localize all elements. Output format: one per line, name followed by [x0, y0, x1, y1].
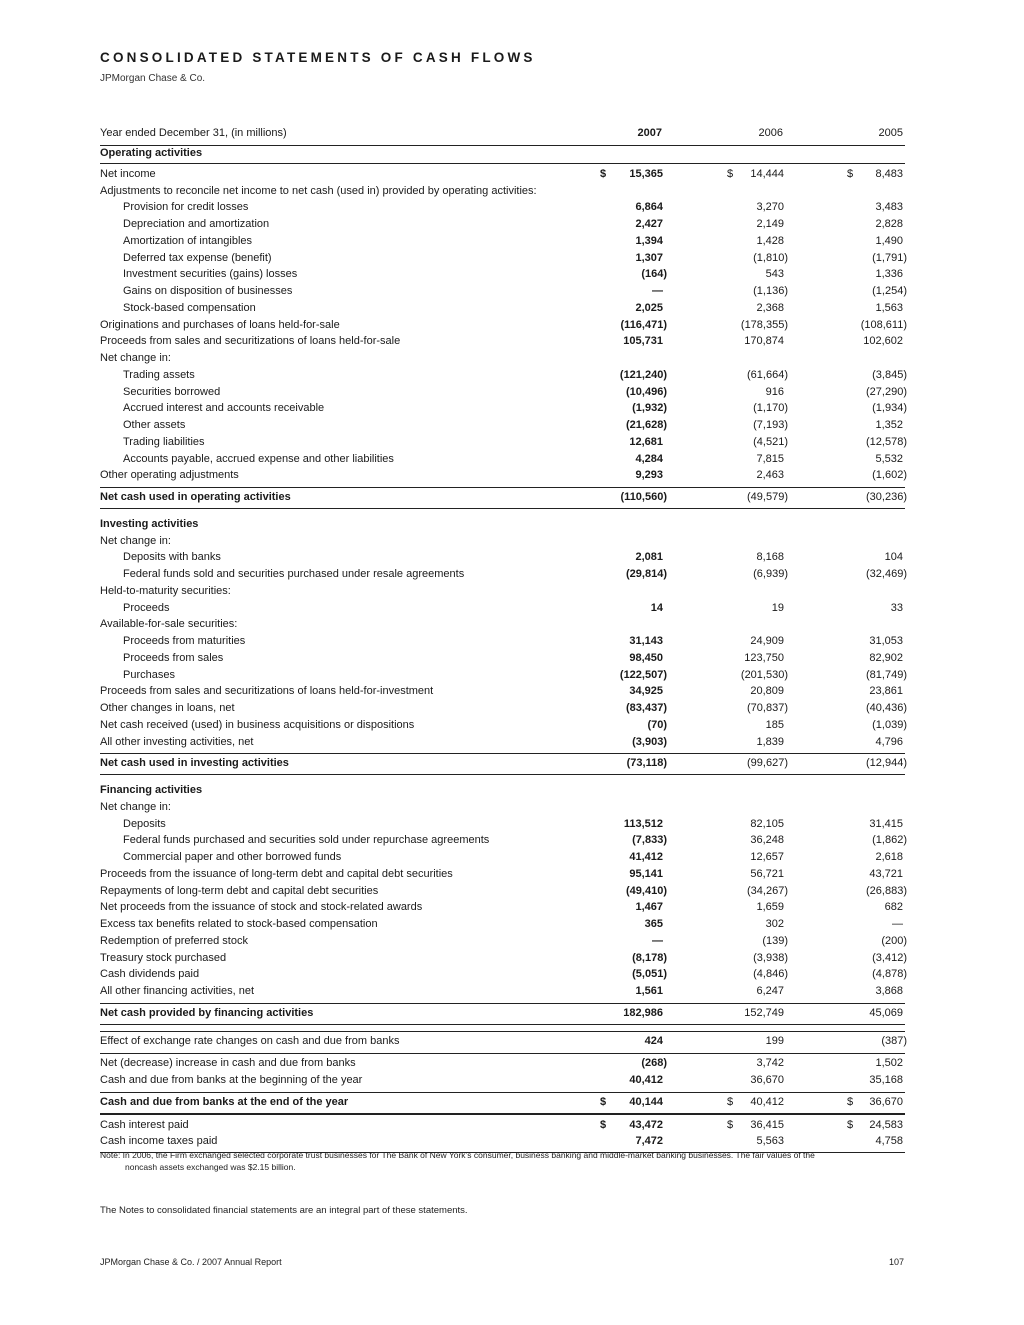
value-2007: (10,496) — [626, 385, 667, 398]
value-2006: 36,248 — [750, 834, 784, 847]
footer-report-name: JPMorgan Chase & Co. / 2007 Annual Report — [100, 1257, 282, 1267]
value-2006: 82,105 — [750, 817, 784, 830]
row-label: Deposits with banks — [123, 551, 221, 564]
value-2006: (61,664) — [747, 368, 788, 381]
table-row — [100, 650, 905, 667]
value-2007: 40,144 — [629, 1095, 663, 1108]
value-2005: 36,670 — [869, 1095, 903, 1108]
row-label: Deferred tax expense (benefit) — [123, 251, 272, 264]
value-2006: 19 — [771, 601, 784, 614]
value-2006: 6,247 — [756, 985, 784, 997]
value-2005: (1,039) — [872, 718, 907, 731]
footnote-line-1: Note: In 2006, the Firm exchanged selected corporate trust businesses for The Bank of New York’s consumer, business banking and middle-market banking businesses. The fair values of the — [100, 1150, 815, 1160]
table-row — [100, 300, 905, 317]
value-2007: (110,560) — [620, 491, 667, 503]
table-row — [100, 467, 905, 484]
value-2005: 31,415 — [869, 817, 903, 830]
footnote-line-2: noncash assets exchanged was $2.15 billion. — [125, 1162, 296, 1172]
row-label: Commercial paper and other borrowed funds — [123, 851, 342, 863]
value-2007: — — [652, 934, 663, 947]
value-2007: 40,412 — [629, 1074, 663, 1086]
table-row — [100, 1033, 905, 1050]
row-label: Federal funds purchased and securities sold under repurchase agreements — [123, 834, 490, 847]
row-label: Cash income taxes paid — [100, 1135, 218, 1148]
value-2005: (1,862) — [872, 834, 907, 847]
value-2005: 2,618 — [875, 851, 903, 863]
footnote — [100, 1149, 905, 1173]
row-label: All other investing activities, net — [100, 735, 254, 748]
table-row — [100, 883, 905, 900]
value-2006: 2,368 — [756, 301, 784, 314]
value-2005: (200) — [881, 934, 907, 947]
rule-line — [100, 1092, 905, 1093]
value-2006: 24,909 — [750, 635, 784, 647]
row-label: Cash interest paid — [100, 1118, 189, 1131]
row-label: Accounts payable, accrued expense and other liabilities — [123, 452, 394, 465]
table-row — [100, 734, 905, 751]
row-label: Redemption of preferred stock — [100, 934, 248, 947]
row-label: Net change in: — [100, 534, 171, 547]
table-row — [100, 866, 905, 883]
value-2005: 682 — [884, 901, 903, 914]
table-row — [100, 166, 905, 183]
table-row — [100, 216, 905, 233]
value-2007: 34,925 — [629, 685, 663, 698]
value-2006: (4,521) — [753, 435, 788, 448]
value-2005: — — [892, 918, 903, 930]
row-label: Operating activities — [100, 147, 203, 159]
value-2007: (49,410) — [626, 884, 667, 897]
table-row — [100, 266, 905, 283]
value-2007: 12,681 — [629, 435, 663, 448]
value-2007: 1,561 — [635, 985, 663, 997]
table-header — [100, 125, 905, 143]
row-label: Net cash received (used) in business acquisitions or dispositions — [100, 718, 415, 731]
value-2007: (8,178) — [632, 951, 667, 964]
value-2007: 424 — [644, 1034, 663, 1047]
value-2006: 20,809 — [750, 685, 784, 698]
table-row — [100, 683, 905, 700]
value-2005: 104 — [884, 551, 903, 564]
value-2007: (7,833) — [632, 834, 667, 847]
year-2007-header: 2007 — [637, 127, 662, 139]
value-2007: 15,365 — [629, 167, 663, 180]
row-label: Net (decrease) increase in cash and due from banks — [100, 1057, 356, 1070]
value-2005: (3,845) — [872, 368, 907, 381]
table-row — [100, 199, 905, 216]
table-row — [100, 533, 905, 550]
value-2007: 14 — [650, 601, 663, 614]
row-label: Gains on disposition of businesses — [123, 285, 293, 297]
value-2007: 9,293 — [635, 469, 663, 482]
table-row — [100, 832, 905, 849]
value-2006: 1,839 — [756, 735, 784, 748]
row-label: All other financing activities, net — [100, 985, 255, 997]
value-2006: (1,810) — [753, 251, 788, 264]
year-2005-header: 2005 — [878, 127, 903, 139]
value-2005: 24,583 — [869, 1118, 903, 1131]
rule-line — [100, 1024, 905, 1025]
value-2005: 1,352 — [875, 419, 903, 431]
row-label: Other operating adjustments — [100, 469, 239, 482]
dollar-sign: $ — [727, 1118, 734, 1131]
value-2007: (268) — [641, 1057, 667, 1070]
row-label: Provision for credit losses — [123, 201, 249, 214]
value-2006: 5,563 — [756, 1135, 784, 1148]
value-2006: (1,170) — [753, 402, 788, 415]
value-2007: 2,427 — [635, 218, 663, 230]
table-row — [100, 600, 905, 617]
value-2006: (6,939) — [753, 568, 788, 580]
value-2005: 4,758 — [875, 1135, 903, 1148]
value-2005: (1,791) — [872, 251, 907, 264]
dollar-sign: $ — [727, 1095, 734, 1108]
value-2005: (27,290) — [866, 385, 907, 398]
value-2007: (29,814) — [626, 568, 667, 580]
dollar-sign: $ — [600, 1095, 607, 1108]
value-2005: (1,254) — [872, 285, 907, 297]
value-2005: (108,611) — [860, 318, 907, 331]
section-heading — [100, 145, 905, 162]
value-2005: (12,944) — [866, 757, 907, 770]
value-2007: (5,051) — [632, 968, 667, 981]
value-2005: 3,483 — [875, 201, 903, 214]
dollar-sign: $ — [600, 1118, 607, 1131]
row-label: Accrued interest and accounts receivable — [123, 402, 325, 415]
value-2006: (99,627) — [747, 757, 788, 770]
value-2007: 105,731 — [623, 335, 663, 348]
total-row — [100, 489, 905, 506]
dollar-sign: $ — [600, 167, 607, 180]
table-row — [100, 566, 905, 583]
row-label: Purchases — [123, 668, 175, 681]
value-2006: (7,193) — [753, 419, 788, 431]
row-label: Deposits — [123, 817, 166, 830]
value-2006: 7,815 — [756, 452, 784, 465]
value-2007: 113,512 — [623, 817, 663, 830]
row-label: Other assets — [123, 419, 186, 431]
value-2007: 6,864 — [635, 201, 663, 214]
value-2007: (73,118) — [626, 757, 667, 770]
value-2006: (178,355) — [740, 318, 788, 331]
value-2005: 31,053 — [869, 635, 903, 647]
value-2005: (26,883) — [866, 884, 907, 897]
value-2005: (81,749) — [866, 668, 907, 681]
value-2006: 199 — [765, 1034, 784, 1047]
value-2006: 170,874 — [744, 335, 784, 348]
value-2006: (139) — [762, 934, 788, 947]
value-2005: 82,902 — [869, 651, 903, 664]
table-row — [100, 583, 905, 600]
value-2005: 43,721 — [869, 867, 903, 880]
value-2005: 1,502 — [875, 1057, 903, 1070]
value-2005: (12,578) — [866, 435, 907, 448]
table-row — [100, 333, 905, 350]
value-2006: 543 — [765, 268, 784, 281]
table-row — [100, 367, 905, 384]
dollar-sign: $ — [847, 1118, 854, 1131]
dollar-sign: $ — [727, 167, 734, 180]
row-label: Originations and purchases of loans held-for-sale — [100, 318, 340, 331]
value-2007: (83,437) — [626, 702, 667, 714]
value-2007: (164) — [641, 268, 667, 281]
value-2005: 1,563 — [875, 301, 903, 314]
row-label: Trading liabilities — [123, 435, 205, 448]
value-2006: (34,267) — [747, 884, 788, 897]
value-2006: 916 — [765, 385, 784, 398]
table-row — [100, 384, 905, 401]
value-2005: 33 — [890, 601, 903, 614]
value-2007: 43,472 — [629, 1118, 663, 1131]
table-row — [100, 983, 905, 1000]
value-2007: (121,240) — [619, 368, 667, 381]
row-label: Effect of exchange rate changes on cash and due from banks — [100, 1034, 400, 1047]
table-row — [100, 899, 905, 916]
value-2005: 35,168 — [869, 1074, 903, 1086]
table-row — [100, 1072, 905, 1089]
table-row — [100, 549, 905, 566]
rule-line — [100, 487, 905, 488]
value-2007: (116,471) — [620, 318, 667, 331]
table-row — [100, 633, 905, 650]
row-label: Proceeds — [123, 601, 170, 614]
table-row — [100, 350, 905, 367]
table-caption: Year ended December 31, (in millions) — [100, 127, 287, 139]
row-label: Proceeds from sales and securitizations of loans held-for-sale — [100, 335, 401, 348]
value-2007: 365 — [644, 918, 663, 930]
page-title: CONSOLIDATED STATEMENTS OF CASH FLOWS — [100, 50, 536, 65]
row-label: Excess tax benefits related to stock-based compensation — [100, 918, 378, 930]
year-2006-header: 2006 — [758, 127, 783, 139]
row-label: Investing activities — [100, 517, 199, 530]
section-heading — [100, 516, 905, 533]
value-2007: (1,932) — [632, 402, 667, 415]
row-label: Cash and due from banks at the beginning of the year — [100, 1074, 363, 1086]
table-row — [100, 799, 905, 816]
row-label: Net cash used in investing activities — [100, 757, 289, 770]
row-label: Net proceeds from the issuance of stock and stock-related awards — [100, 901, 423, 914]
row-label: Depreciation and amortization — [123, 218, 270, 230]
value-2006: (201,530) — [740, 668, 788, 681]
rule-line — [100, 1031, 905, 1032]
company-name: JPMorgan Chase & Co. — [100, 73, 206, 84]
value-2007: 4,284 — [635, 452, 663, 465]
value-2006: 36,415 — [750, 1118, 784, 1131]
value-2007: (21,628) — [626, 419, 667, 431]
value-2006: (70,837) — [747, 702, 788, 714]
value-2007: 31,143 — [629, 635, 663, 647]
value-2007: 2,081 — [635, 551, 663, 564]
value-2006: 36,670 — [750, 1074, 784, 1086]
table-row — [100, 317, 905, 334]
table-row — [100, 849, 905, 866]
row-label: Treasury stock purchased — [100, 951, 227, 964]
table-row — [100, 950, 905, 967]
row-label: Cash and due from banks at the end of the year — [100, 1095, 349, 1108]
section-heading — [100, 782, 905, 799]
rule-line — [100, 1113, 905, 1115]
value-2005: 5,532 — [875, 452, 903, 465]
value-2007: (122,507) — [619, 668, 667, 681]
table-row — [100, 933, 905, 950]
table-row — [100, 451, 905, 468]
value-2005: (387) — [881, 1034, 907, 1047]
table-row — [100, 700, 905, 717]
row-label: Financing activities — [100, 784, 203, 796]
value-2007: 2,025 — [635, 301, 663, 314]
table-row — [100, 717, 905, 734]
rule-line — [100, 1003, 905, 1004]
row-label: Federal funds sold and securities purchased under resale agreements — [123, 568, 465, 580]
rule-line — [100, 753, 905, 754]
value-2006: 2,149 — [756, 218, 784, 230]
row-label: Repayments of long-term debt and capital debt securities — [100, 884, 379, 897]
integral-statement: The Notes to consolidated financial statements are an integral part of these statements. — [100, 1205, 468, 1216]
dollar-sign: $ — [847, 167, 854, 180]
value-2006: 12,657 — [750, 851, 784, 863]
table-row — [100, 816, 905, 833]
table-row — [100, 233, 905, 250]
value-2006: 302 — [765, 918, 784, 930]
value-2006: (4,846) — [753, 968, 788, 981]
rule-line — [100, 508, 905, 509]
value-2007: 1,394 — [635, 234, 663, 247]
value-2006: 3,270 — [756, 201, 784, 214]
row-label: Held-to-maturity securities: — [100, 584, 231, 597]
value-2005: 1,336 — [875, 268, 903, 281]
table-row — [100, 1133, 905, 1150]
value-2007: 1,307 — [635, 251, 663, 264]
value-2006: 185 — [765, 718, 784, 731]
value-2005: (3,412) — [872, 951, 907, 964]
row-label: Available-for-sale securities: — [100, 618, 238, 631]
table-row — [100, 400, 905, 417]
row-label: Net change in: — [100, 800, 171, 813]
value-2005: 1,490 — [875, 234, 903, 247]
row-label: Cash dividends paid — [100, 968, 200, 981]
value-2007: 182,986 — [623, 1006, 663, 1019]
table-row — [100, 966, 905, 983]
value-2005: (32,469) — [866, 568, 907, 580]
row-label: Securities borrowed — [123, 385, 221, 398]
row-label: Net cash used in operating activities — [100, 491, 291, 503]
value-2005: 4,796 — [875, 735, 903, 748]
rule-line — [100, 1053, 905, 1054]
row-label: Amortization of intangibles — [123, 234, 253, 247]
table-row — [100, 616, 905, 633]
row-label: Trading assets — [123, 368, 195, 381]
value-2006: 56,721 — [750, 867, 784, 880]
value-2006: 1,428 — [756, 234, 784, 247]
row-label: Proceeds from maturities — [123, 635, 246, 647]
value-2007: (3,903) — [632, 735, 667, 748]
value-2006: (3,938) — [753, 951, 788, 964]
value-2006: 14,444 — [750, 167, 784, 180]
rule-line — [100, 774, 905, 775]
value-2006: 3,742 — [756, 1057, 784, 1070]
row-label: Investment securities (gains) losses — [123, 268, 298, 281]
table-row — [100, 283, 905, 300]
table-row — [100, 183, 905, 200]
table-row — [100, 434, 905, 451]
value-2005: 2,828 — [875, 218, 903, 230]
value-2005: 3,868 — [875, 985, 903, 997]
row-label: Net change in: — [100, 352, 171, 364]
value-2006: 1,659 — [756, 901, 784, 914]
value-2007: 41,412 — [629, 851, 663, 863]
value-2005: 45,069 — [869, 1006, 903, 1019]
table-row — [100, 417, 905, 434]
value-2005: 102,602 — [863, 335, 903, 348]
value-2005: (30,236) — [866, 491, 907, 503]
row-label: Stock-based compensation — [123, 301, 256, 314]
table-row — [100, 667, 905, 684]
value-2006: 2,463 — [756, 469, 784, 482]
value-2007: 95,141 — [629, 867, 663, 880]
value-2005: 23,861 — [869, 685, 903, 698]
value-2005: (1,934) — [872, 402, 907, 415]
value-2007: 1,467 — [635, 901, 663, 914]
value-2006: (1,136) — [753, 285, 788, 297]
value-2006: 152,749 — [744, 1006, 784, 1019]
value-2006: 8,168 — [756, 551, 784, 564]
value-2006: (49,579) — [747, 491, 788, 503]
row-label: Other changes in loans, net — [100, 702, 235, 714]
value-2006: 123,750 — [744, 651, 784, 664]
value-2007: — — [652, 285, 663, 297]
total-row — [100, 755, 905, 772]
row-label: Proceeds from sales and securitizations of loans held-for-investment — [100, 685, 434, 698]
value-2007: 98,450 — [629, 651, 663, 664]
value-2007: 7,472 — [635, 1135, 663, 1148]
rule-line — [100, 163, 905, 164]
total-row — [100, 1005, 905, 1022]
total-row — [100, 1094, 905, 1111]
dollar-sign: $ — [847, 1095, 854, 1108]
row-label: Net cash provided by financing activities — [100, 1006, 314, 1019]
row-label: Proceeds from sales — [123, 651, 224, 664]
value-2005: 8,483 — [875, 167, 903, 180]
table-row — [100, 1117, 905, 1134]
value-2005: (1,602) — [872, 469, 907, 482]
page-number: 107 — [888, 1257, 904, 1267]
value-2007: (70) — [647, 718, 667, 731]
value-2005: (40,436) — [866, 702, 907, 714]
row-label: Net income — [100, 167, 156, 180]
table-row — [100, 916, 905, 933]
value-2005: (4,878) — [872, 968, 907, 981]
table-row — [100, 1055, 905, 1072]
row-label: Proceeds from the issuance of long-term debt and capital debt securities — [100, 867, 453, 880]
value-2006: 40,412 — [750, 1095, 784, 1108]
table-row — [100, 250, 905, 267]
row-label: Adjustments to reconcile net income to net cash (used in) provided by operating activities: — [100, 184, 537, 197]
